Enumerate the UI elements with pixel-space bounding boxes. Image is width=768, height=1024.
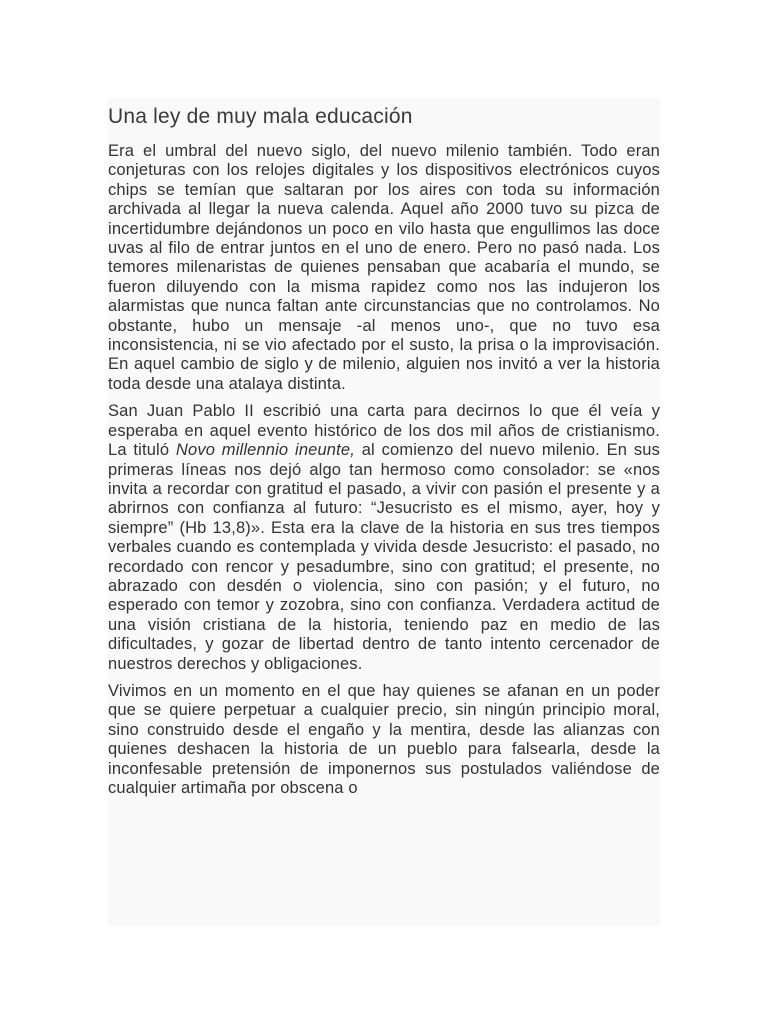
paragraph-2-text-end: al comienzo del nuevo milenio. En sus primeras líneas nos dejó algo tan hermoso como consolador: se «nos invita a recordar con gratitud el pasado, a vivir con pasión el presente y a abrirnos con confianza al futuro: “Jesucristo es el mismo, ayer, hoy y siempre” (Hb 13,8)». Esta era la clave de la historia en sus tres tiempos verbales cuando es contemplada y vivida desde Jesucristo: el pasado, no recordado con rencor y pesadumbre, sino con gratitud; el presente, no abrazado con desdén o violencia, sino con pasión; y el futuro, no esperado con temor y zozobra, sino con confianza. Verdadera actitud de una visión cristiana de la historia, teniendo paz en medio de las dificultades, y gozar de libertad dentro de tanto intento cercenador de nuestros derechos y obligaciones.: [108, 441, 660, 673]
article-paragraph-2: [108, 402, 660, 674]
letter-title-italic: Novo millennio ineunte,: [175, 441, 355, 460]
document-page: [108, 98, 660, 926]
article-title: Una ley de muy mala educación: [108, 105, 413, 128]
article-paragraph-3: Vivimos en un momento en el que hay quienes se afanan en un poder que se quiere perpetuar a cualquier precio, sin ningún principio moral, sino construido desde el engaño y la mentira, desde las alianzas con quienes deshacen la historia de un pueblo para falsearla, desde la inconfesable pretensión de imponernos sus postulados valiéndose de cualquier artimaña por obscena o: [108, 681, 660, 797]
paragraph-2-text-start: San Juan Pablo II escribió una carta para decirnos lo que él veía y esperaba en aquel evento histórico de los dos mil años de cristianismo. La tituló: [108, 402, 660, 460]
article-paragraph-1: Era el umbral del nuevo siglo, del nuevo milenio también. Todo eran conjeturas con los relojes digitales y los dispositivos electrónicos cuyos chips se temían que saltaran por los aires con toda su información archivada al llegar la nueva calenda. Aquel año 2000 tuvo su pizca de incertidumbre dejándonos un poco en vilo hasta que engullimos las doce uvas al filo de entrar juntos en el uno de enero. Pero no pasó nada. Los temores milenaristas de quienes pensaban que acabaría el mundo, se fueron diluyendo con la misma rapidez como nos las indujeron los alarmistas que nunca faltan ante circunstancias que no controlamos. No obstante, hubo un mensaje -al menos uno-, que no tuvo esa inconsistencia, ni se vio afectado por el susto, la prisa o la improvisación. En aquel cambio de siglo y de milenio, alguien nos invitó a ver la historia toda desde una atalaya distinta.: [108, 142, 660, 393]
